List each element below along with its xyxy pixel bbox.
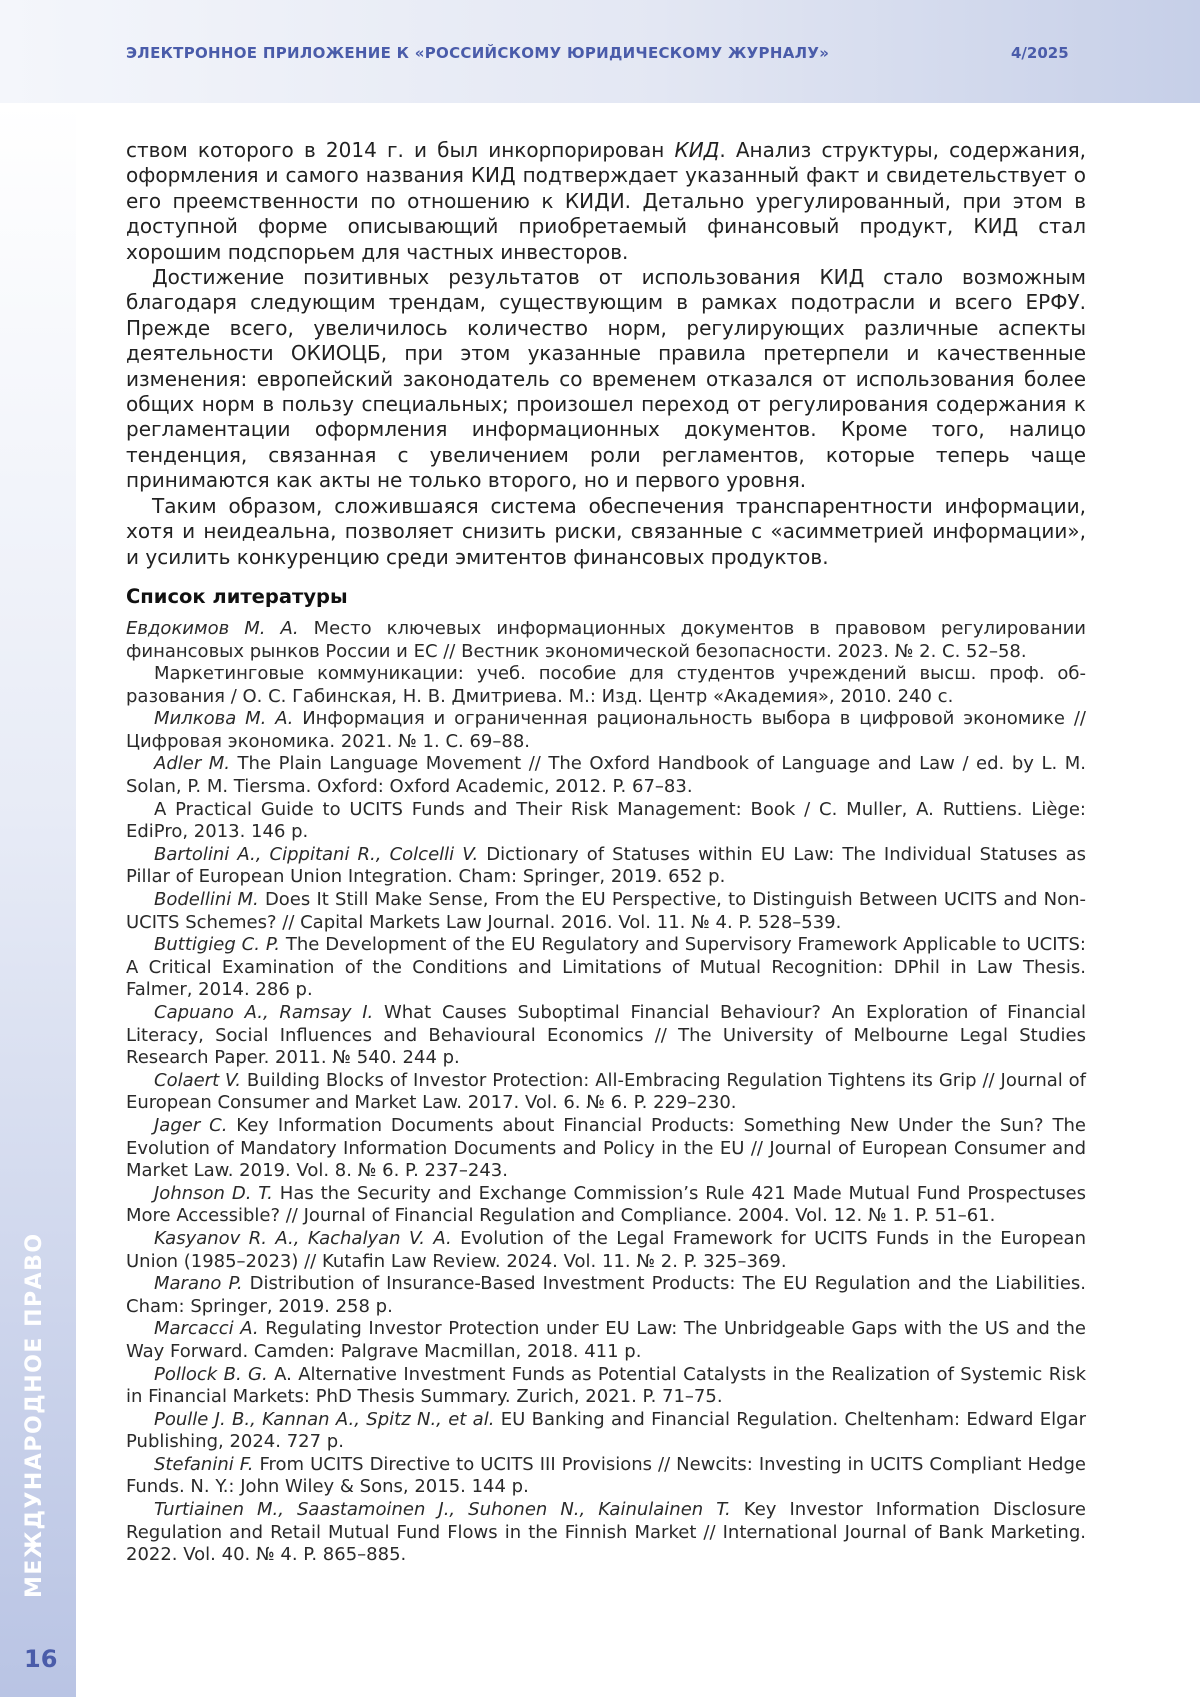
reference-author: Евдокимов М. А. <box>126 618 299 639</box>
reference-text: Does It Still Make Sense, From the EU Perspective, to Distinguish Between UCITS and Non-UCITS Schemes? // Capital Markets Law Journal. 2016. Vol. 11. № 4. P. 528–539. <box>126 889 1086 933</box>
reference-item <box>126 1002 1086 1070</box>
reference-text: A. Alternative Investment Funds as Potential Catalysts in the Realization of Systemic Risk in Financial Markets: PhD Thesis Summary. Zurich, 2021. P. 71–75. <box>126 1364 1086 1408</box>
reference-item <box>126 1273 1086 1318</box>
paragraph-1 <box>126 138 1086 265</box>
reference-text: Building Blocks of Investor Protection: All-Embracing Regulation Tightens its Grip // Journal of European Consumer and Market Law. 2017. Vol. 6. № 6. P. 229–230. <box>126 1070 1086 1114</box>
reference-item <box>126 1499 1086 1567</box>
reference-item <box>126 1183 1086 1228</box>
reference-item <box>126 844 1086 889</box>
reference-item <box>126 1454 1086 1499</box>
reference-text: Regulating Investor Protection under EU Law: The Unbridgeable Gaps with the US and the Way Forward. Camden: Palgrave Macmillan, 2018. 411 p. <box>126 1318 1086 1362</box>
reference-text: Dictionary of Statuses within EU Law: The Individual Statuses as Pillar of European Union Integration. Cham: Springer, 2019. 652 p. <box>126 844 1086 888</box>
reference-author: Kasyanov R. A., Kachalyan V. A. <box>154 1228 452 1249</box>
reference-item <box>126 663 1086 708</box>
article-body <box>126 138 1086 1567</box>
paragraph-1-start: ством которого в 2014 г. и был инкорпорирован <box>126 138 675 162</box>
reference-item <box>126 753 1086 798</box>
reference-author: Turtiainen M., Saastamoinen J., Suhonen N., Kainulainen T. <box>154 1499 731 1520</box>
reference-author: Jager C. <box>154 1115 227 1136</box>
reference-text: Key Investor Information Disclosure Regulation and Retail Mutual Fund Flows in the Finnish Market // International Journal of Bank Marketing. 2022. Vol. 40. № 4. P. 865–885. <box>126 1499 1086 1565</box>
reference-text: Evolution of the Legal Framework for UCITS Funds in the European Union (1985–2023) // Kutafin Law Review. 2024. Vol. 11. № 2. P. 325–369. <box>126 1228 1086 1272</box>
kid-term: КИД <box>675 138 720 162</box>
paragraph-2: Достижение позитивных результатов от использования КИД стало возможным благодаря следующим трендам, существующим в рамках подотрасли и всего ЕРФУ. Прежде всего, увеличилось количество норм, регулирующих различные аспекты деятельности ОКИОЦБ, при этом указанные правила претерпели и качественные изменения: европейский законодатель со временем отказался от использования более общих норм в пользу специальных; произошел переход от регулирования со­держания к регламентации оформления информационных документов. Кроме того, налицо тенденция, связанная с увеличением роли регламентов, которые теперь чаще принимаются как акты не только второго, но и первого уровня. <box>126 265 1086 494</box>
reference-text: What Causes Suboptimal Financial Behaviour? An Exploration of Financial Literacy, Social Influences and Behavioural Economics // The University of Melbourne Legal Studies Research Paper. 2011. № 540. 244 p. <box>126 1002 1086 1068</box>
reference-item <box>126 1228 1086 1273</box>
reference-item <box>126 934 1086 1002</box>
reference-text: The Development of the EU Regulatory and Supervisory Framework Applicable to UCITS: A Critical Examination of the Conditions and Limitations of Mutual Recognition: DPhil in Law Thesis. Falmer, 2014. 286 p. <box>126 934 1086 1000</box>
reference-author: Buttigieg C. P. <box>154 934 280 955</box>
reference-item <box>126 799 1086 844</box>
paragraph-3: Таким образом, сложившаяся система обеспечения транспарентности информации, хотя и неидеальна, позволяет снизить риски, связанные с «асимметрией информа­ции», и усилить конкуренцию среди эмитентов финансовых продуктов. <box>126 494 1086 570</box>
reference-text: EU Banking and Financial Regulation. Cheltenham: Edward Elgar Publishing, 2024. 727 p. <box>126 1409 1086 1453</box>
references-heading: Список литературы <box>126 584 1086 610</box>
reference-author: Bodellini M. <box>154 889 259 910</box>
paragraph-1-rest: . Анализ структуры, содержания, оформления и самого названия КИД подтверждает указанный факт и свидетельствует о его преемственности по отношению к КИДИ. Детально урегулированный, при этом в доступной форме описывающий приобретаемый финансовый продукт, КИД стал хорошим подспорьем для частных инвесторов. <box>126 138 1086 264</box>
reference-item <box>126 708 1086 753</box>
reference-author: Marano P. <box>154 1273 243 1294</box>
reference-text: The Plain Language Movement // The Oxford Handbook of Language and Law / ed. by L. M. Solan, P. M. Tiersma. Oxford: Oxford Academic, 2012. P. 67–83. <box>126 753 1086 797</box>
reference-text: Distribution of Insurance-Based Investment Products: The EU Regulation and the Liabilities. Cham: Springer, 2019. 258 p. <box>126 1273 1086 1317</box>
reference-author: Marcacci A. <box>154 1318 259 1339</box>
reference-text: From UCITS Directive to UCITS III Provisions // Newcits: Investing in UCITS Compliant Hedge Funds. N. Y.: John Wiley & Sons, 2015. 144 p. <box>126 1454 1086 1498</box>
journal-title: ЭЛЕКТРОННОЕ ПРИЛОЖЕНИЕ К «РОССИЙСКОМУ ЮРИДИЧЕСКОМУ ЖУРНАЛУ» <box>126 44 829 62</box>
reference-author: Johnson D. T. <box>154 1183 273 1204</box>
reference-item <box>126 1409 1086 1454</box>
references-list <box>126 618 1086 1567</box>
reference-author: Милкова М. А. <box>154 708 293 729</box>
reference-item <box>126 1070 1086 1115</box>
reference-author: Capuano A., Ramsay I. <box>154 1002 373 1023</box>
reference-item <box>126 1364 1086 1409</box>
reference-item <box>126 618 1086 663</box>
reference-text: Has the Security and Exchange Commission’s Rule 421 Made Mutual Fund Pros­pectuses More Accessible? // Journal of Financial Regulation and Compliance. 2004. Vol. 12. № 1. P. 51–61. <box>126 1183 1086 1227</box>
reference-text: Место ключевых информационных документов в правовом регулировании финансовых рынков России и ЕС // Вестник экономической безопасности. 2023. № 2. С. 52–58. <box>126 618 1086 662</box>
reference-author: Poulle J. B., Kannan A., Spitz N., et al. <box>154 1409 494 1430</box>
reference-item <box>126 1115 1086 1183</box>
reference-author: Pollock B. G. <box>154 1364 268 1385</box>
section-title: МЕЖДУНАРОДНОЕ ПРАВО <box>22 1232 47 1598</box>
reference-item <box>126 1318 1086 1363</box>
page-number: 16 <box>24 1645 57 1673</box>
reference-text: Key Information Documents about Financial Products: Something New Under the Sun? The Evolution of Mandatory Information Documents and Policy in the EU // Journal of European Consumer and Market Law. 2019. Vol. 8. № 6. P. 237–243. <box>126 1115 1086 1181</box>
reference-text: Маркетинговые коммуникации: учеб. пособие для студентов учреждений высш. проф. об­разования / О. С. Габинская, Н. В. Дмитриева. М.: Изд. Центр «Академия», 2010. 240 с. <box>126 663 1086 707</box>
reference-author: Colaert V. <box>154 1070 241 1091</box>
reference-author: Bartolini A., Cippitani R., Colcelli V. <box>154 844 478 865</box>
reference-author: Stefanini F. <box>154 1454 254 1475</box>
reference-text: A Practical Guide to UCITS Funds and Their Risk Management: Book / C. Muller, A. Ruttiens. Liège: EdiPro, 2013. 146 p. <box>126 799 1086 843</box>
issue-number: 4/2025 <box>1011 44 1069 62</box>
reference-text: Информация и ограниченная рациональность выбора в цифровой экономи­ке // Цифровая экономика. 2021. № 1. С. 69–88. <box>126 708 1086 752</box>
reference-author: Adler M. <box>154 753 230 774</box>
reference-item <box>126 889 1086 934</box>
